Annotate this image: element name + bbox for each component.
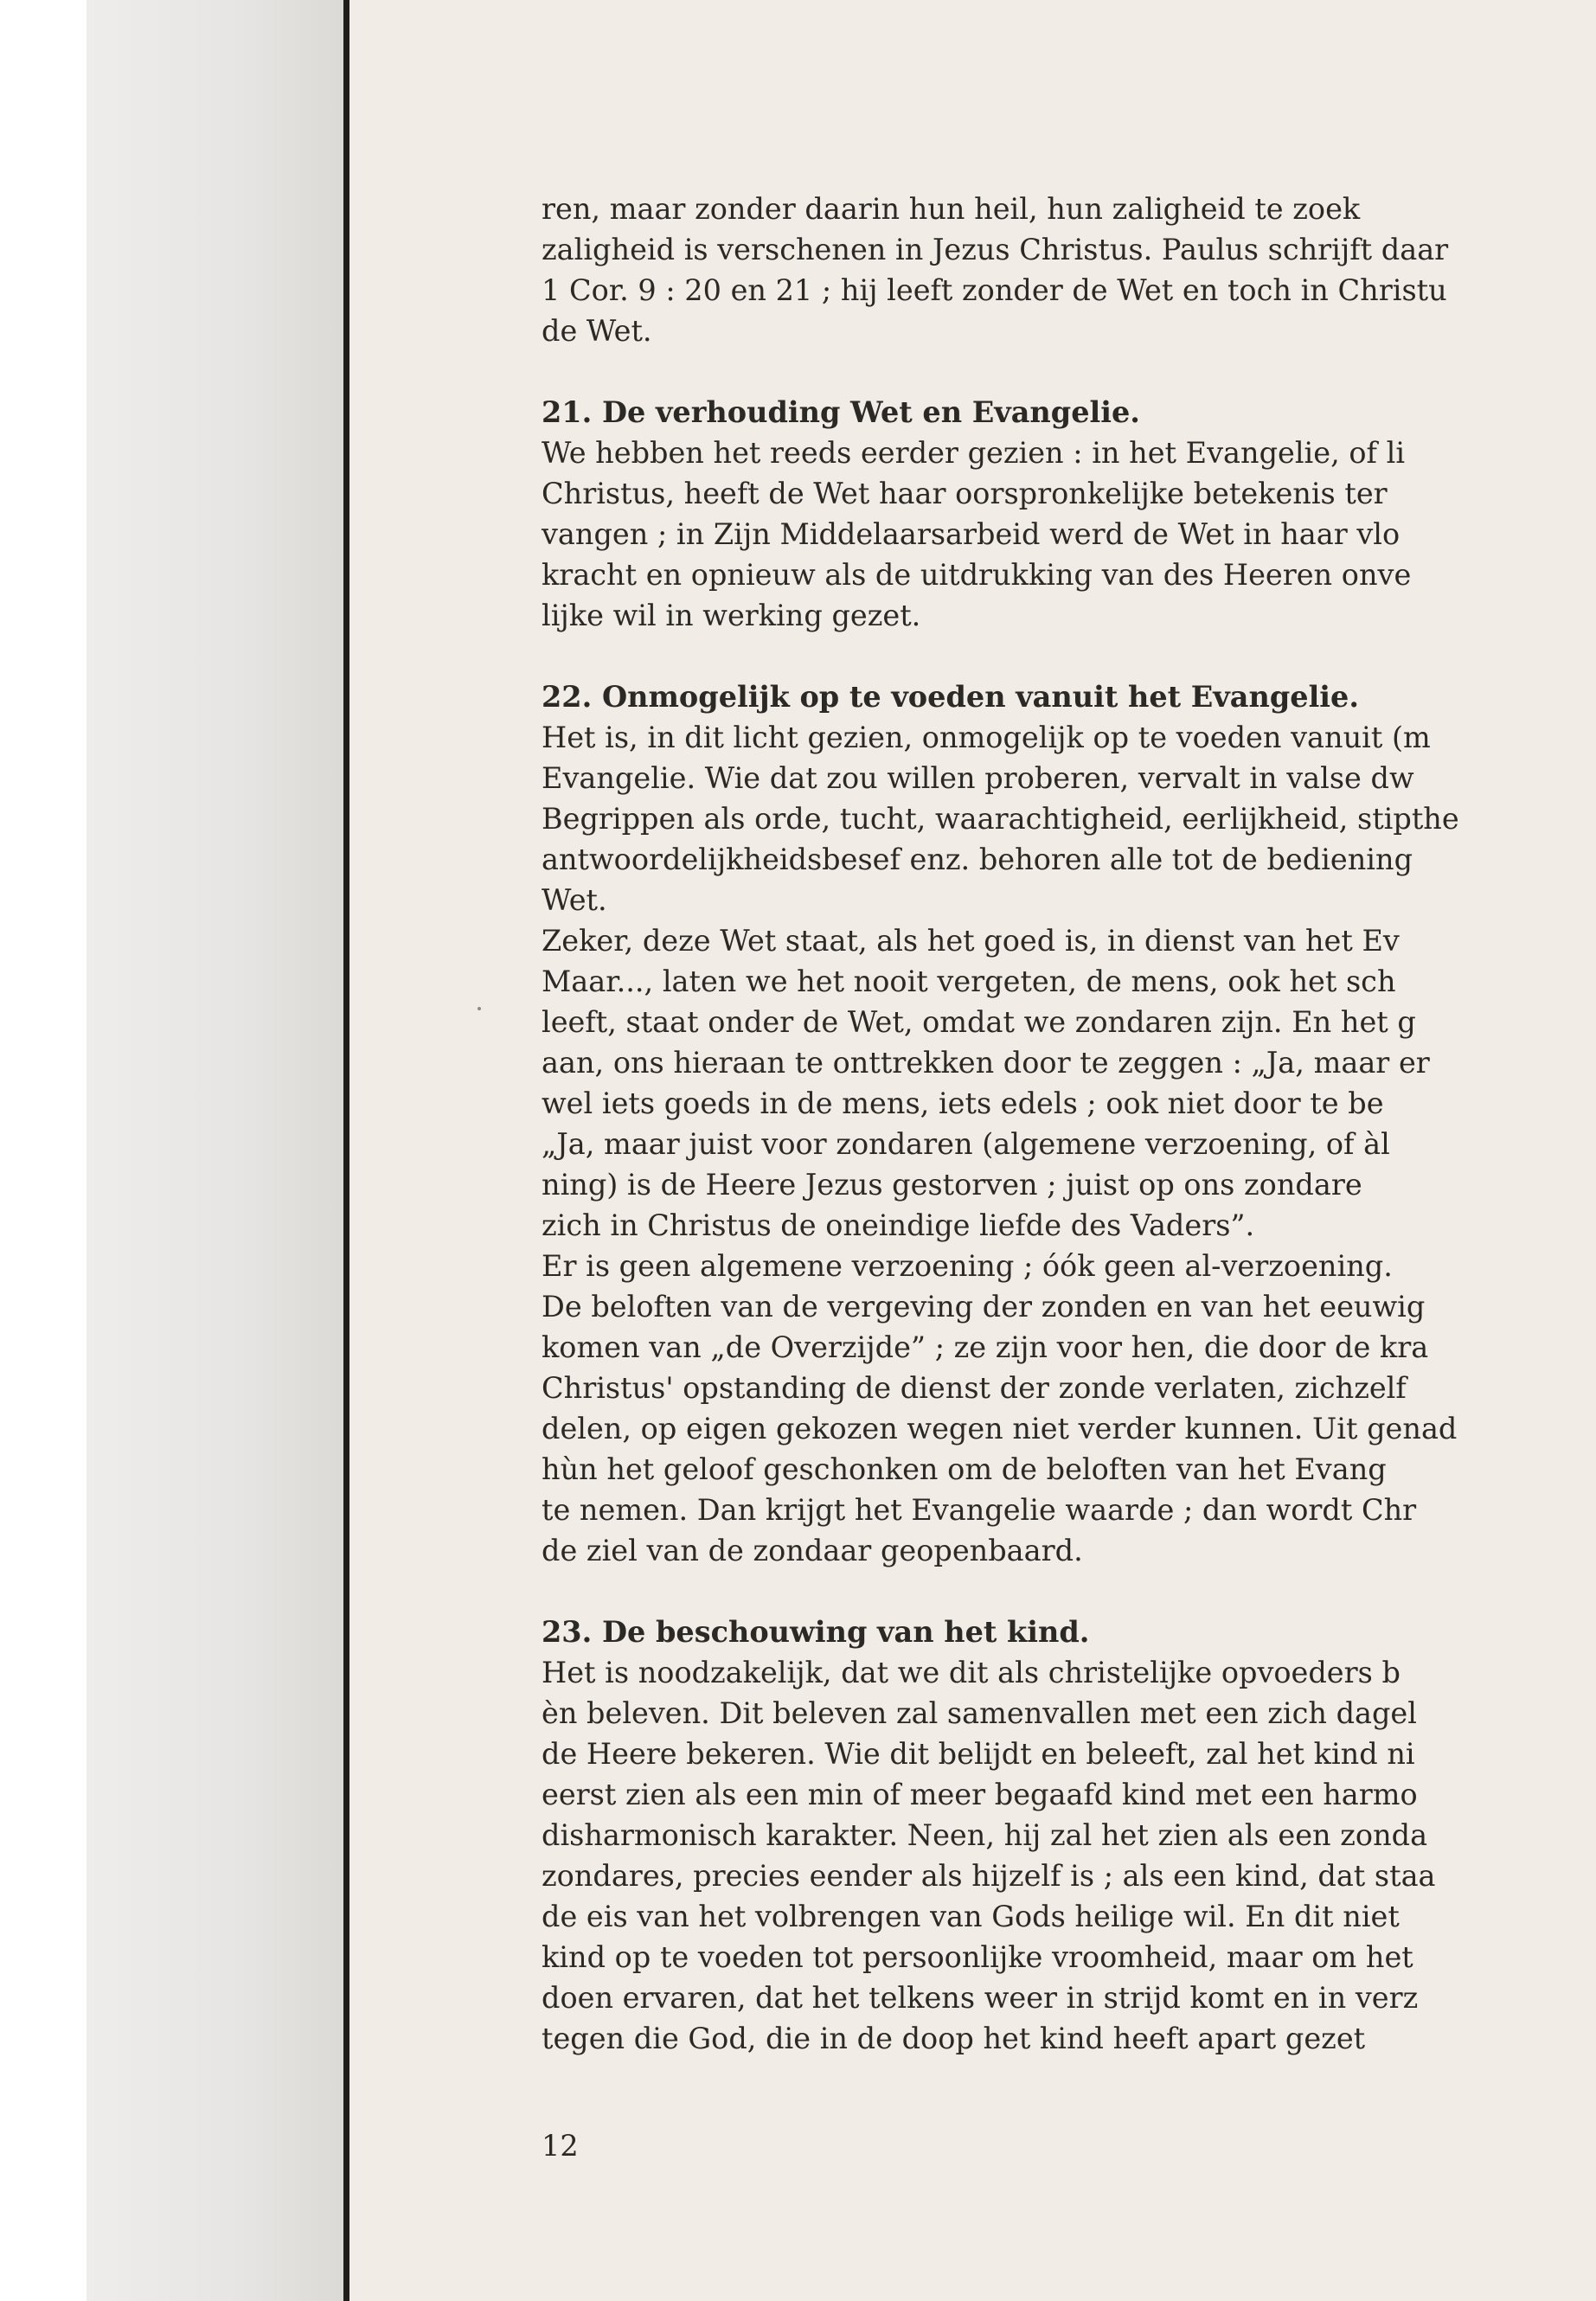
text-line: Wet. [542, 883, 607, 917]
text-line: de Wet. [542, 314, 652, 348]
text-line: De beloften van de vergeving der zonden en van het eeuwig [542, 1290, 1426, 1324]
text-line: Er is geen algemene verzoening ; óók geen al-verzoening. [542, 1249, 1393, 1283]
text-line: zich in Christus de oneindige liefde des Vaders”. [542, 1208, 1255, 1242]
paragraph-gap [542, 1571, 1596, 1612]
page-number: 12 [542, 2129, 579, 2163]
section-heading-22: 22. Onmogelijk op te voeden vanuit het Evangelie. [542, 680, 1360, 714]
text-line: 1 Cor. 9 : 20 en 21 ; hij leeft zonder de Wet en toch in Christu [542, 273, 1447, 307]
paper-speck [478, 1007, 481, 1010]
text-line: Het is, in dit licht gezien, onmogelijk op te voeden vanuit (m [542, 721, 1431, 754]
text-line: zaligheid is verschenen in Jezus Christus. Paulus schrijft daar [542, 233, 1449, 266]
section-heading-23: 23. De beschouwing van het kind. [542, 1615, 1090, 1649]
text-line: de eis van het volbrengen van Gods heilige wil. En dit niet [542, 1900, 1400, 1933]
text-line: Zeker, deze Wet staat, als het goed is, in dienst van het Ev [542, 924, 1400, 958]
text-line: aan, ons hieraan te onttrekken door te zeggen : „Ja, maar er [542, 1046, 1430, 1080]
text-line: vangen ; in Zijn Middelaarsarbeid werd de Wet in haar vlo [542, 517, 1401, 551]
page-body [542, 189, 1596, 2059]
text-line: kracht en opnieuw als de uitdrukking van des Heeren onve [542, 558, 1412, 592]
text-line: Evangelie. Wie dat zou willen proberen, vervalt in valse dw [542, 761, 1414, 795]
text-line: Begrippen als orde, tucht, waarachtigheid, eerlijkheid, stipthe [542, 802, 1459, 836]
outer-margin [0, 0, 87, 2301]
text-line: We hebben het reeds eerder gezien : in het Evangelie, of li [542, 436, 1406, 470]
text-line: èn beleven. Dit beleven zal samenvallen met een zich dagel [542, 1696, 1417, 1730]
binding-shadow [87, 0, 343, 2301]
text-line: delen, op eigen gekozen wegen niet verder kunnen. Uit genad [542, 1412, 1458, 1445]
text-line: eerst zien als een min of meer begaafd kind met een harmo [542, 1778, 1418, 1811]
text-line: „Ja, maar juist voor zondaren (algemene verzoening, of àl [542, 1127, 1390, 1161]
section-heading-21: 21. De verhouding Wet en Evangelie. [542, 395, 1140, 429]
text-line: de Heere bekeren. Wie dit belijdt en beleeft, zal het kind ni [542, 1737, 1415, 1771]
text-line: te nemen. Dan krijgt het Evangelie waarde ; dan wordt Chr [542, 1493, 1417, 1527]
text-line: ning) is de Heere Jezus gestorven ; juist op ons zondare [542, 1168, 1362, 1202]
text-line: disharmonisch karakter. Neen, hij zal het zien als een zonda [542, 1818, 1428, 1852]
text-line: ren, maar zonder daarin hun heil, hun zaligheid te zoek [542, 192, 1361, 226]
text-line: Het is noodzakelijk, dat we dit als christelijke opvoeders b [542, 1656, 1401, 1689]
text-line: Maar..., laten we het nooit vergeten, de mens, ook het sch [542, 965, 1396, 998]
text-line: Christus, heeft de Wet haar oorspronkelijke betekenis ter [542, 477, 1388, 510]
paragraph-gap [542, 351, 1596, 392]
text-line: Christus' opstanding de dienst der zonde verlaten, zichzelf [542, 1371, 1407, 1405]
text-line: tegen die God, die in de doop het kind heeft apart gezet [542, 2022, 1366, 2055]
paragraph-gap [542, 636, 1596, 676]
book-spine-edge [343, 0, 349, 2301]
text-line: kind op te voeden tot persoonlijke vroomheid, maar om het [542, 1940, 1413, 1974]
text-line: komen van „de Overzijde” ; ze zijn voor hen, die door de kra [542, 1330, 1429, 1364]
text-line: hùn het geloof geschonken om de beloften van het Evang [542, 1452, 1387, 1486]
text-line: zondares, precies eender als hijzelf is ; als een kind, dat staa [542, 1859, 1436, 1893]
text-line: de ziel van de zondaar geopenbaard. [542, 1534, 1083, 1567]
text-line: lijke wil in werking gezet. [542, 599, 921, 632]
text-line: antwoordelijkheidsbesef enz. behoren alle tot de bediening [542, 843, 1413, 876]
text-line: leeft, staat onder de Wet, omdat we zondaren zijn. En het g [542, 1005, 1416, 1039]
text-line: doen ervaren, dat het telkens weer in strijd komt en in verz [542, 1981, 1419, 2015]
text-line: wel iets goeds in de mens, iets edels ; ook niet door te be [542, 1086, 1384, 1120]
